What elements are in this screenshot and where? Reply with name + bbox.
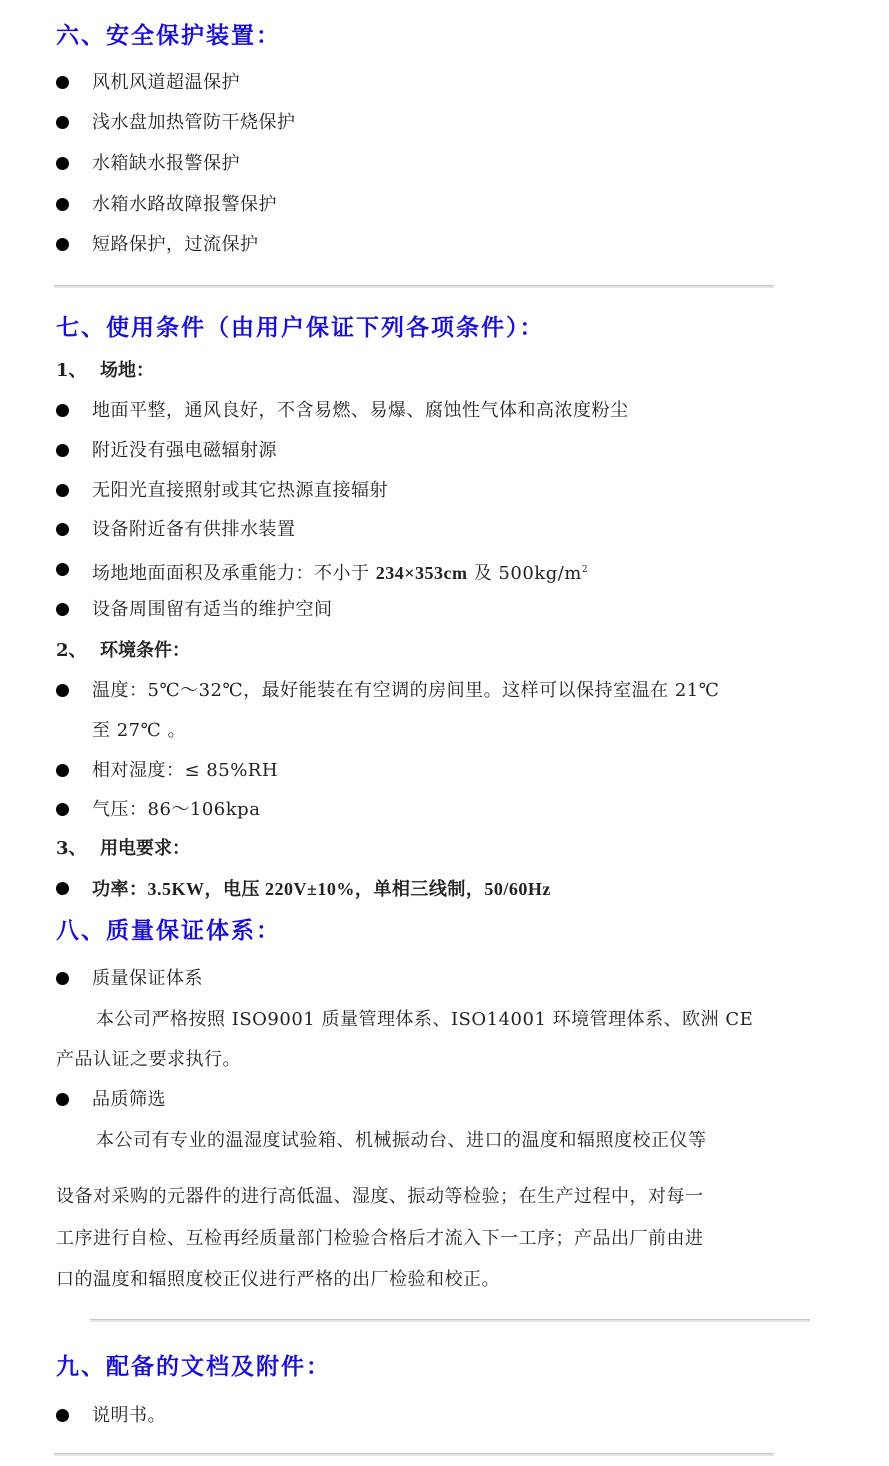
section-8-heading: 八、质量保证体系： — [56, 917, 281, 944]
bullet-icon — [56, 882, 69, 895]
bullet-icon — [56, 404, 69, 417]
subsection-2-heading: 2、 环境条件： — [56, 640, 190, 661]
bullet-icon — [56, 684, 69, 697]
bullet-icon — [56, 972, 69, 985]
bullet-icon — [56, 157, 69, 170]
paragraph: 本公司有专业的温湿度试验箱、机械振动台、进口的温度和辐照度校正仪等 — [96, 1130, 707, 1151]
bullet-icon — [56, 116, 69, 129]
list-item-continuation: 至 27℃ 。 — [92, 720, 186, 741]
bullet-icon — [56, 1409, 69, 1422]
bullet-icon — [56, 603, 69, 616]
paragraph: 口的温度和辐照度校正仪进行严格的出厂检验和校正。 — [56, 1269, 500, 1290]
bullet-icon — [56, 1093, 69, 1106]
paragraph: 设备对采购的元器件的进行高低温、湿度、振动等检验；在生产过程中，对每一 — [56, 1186, 704, 1207]
paragraph: 工序进行自检、互检再经质量部门检验合格后才流入下一工序；产品出厂前由进 — [56, 1228, 704, 1249]
bullet-icon — [56, 803, 69, 816]
bullet-icon — [56, 198, 69, 211]
subsection-3-heading: 3、 用电要求： — [56, 838, 190, 859]
paragraph: 产品认证之要求执行。 — [56, 1049, 241, 1070]
bullet-icon — [56, 764, 69, 777]
bullet-icon — [56, 484, 69, 497]
divider — [54, 1453, 774, 1456]
divider — [90, 1319, 810, 1322]
bullet-icon — [56, 523, 69, 536]
section-7-heading: 七、使用条件（由用户保证下列各项条件）： — [56, 314, 545, 341]
bullet-icon — [56, 76, 69, 89]
section-9-heading: 九、配备的文档及附件： — [56, 1353, 331, 1380]
divider — [54, 285, 774, 288]
section-6-heading: 六、安全保护装置： — [56, 22, 281, 49]
bullet-icon — [56, 238, 69, 251]
bullet-icon — [56, 444, 69, 457]
subsection-1-heading: 1、 场地： — [56, 360, 154, 381]
bullet-icon — [56, 563, 69, 576]
paragraph: 本公司严格按照 ISO9001 质量管理体系、ISO14001 环境管理体系、欧洲 CE — [96, 1009, 754, 1030]
